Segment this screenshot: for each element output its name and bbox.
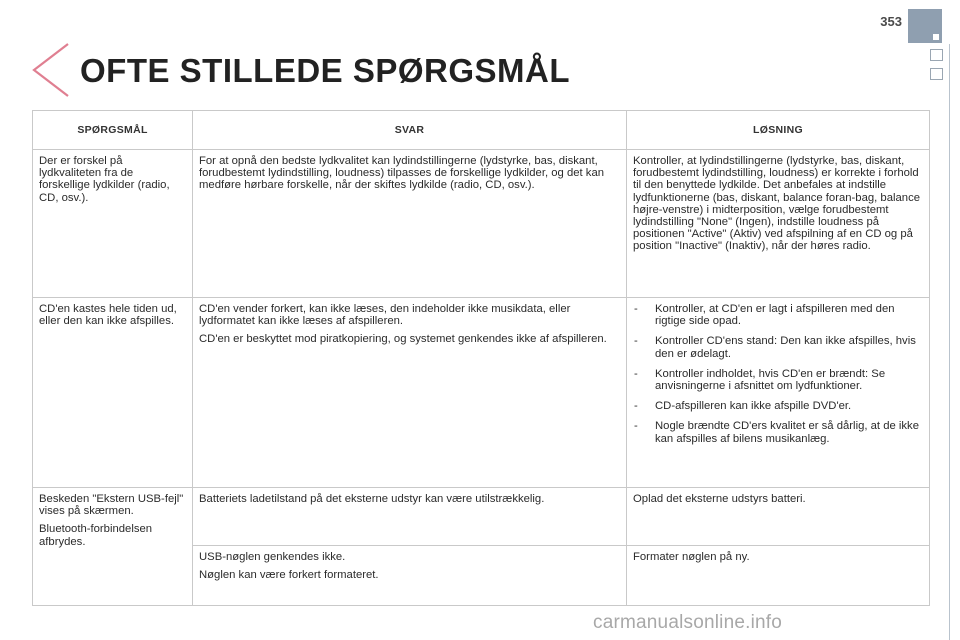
corner-tab	[908, 9, 942, 43]
header-answer: SVAR	[193, 111, 627, 150]
solution-text: Formater nøglen på ny.	[633, 551, 750, 563]
question-text: Der er forskel på lydkvaliteten fra de forskellige lydkilder (radio, CD, osv.).	[39, 155, 170, 204]
answer-cell	[193, 150, 627, 298]
answer-text: Nøglen kan være forkert formateret.	[199, 569, 379, 582]
side-box-1	[930, 49, 943, 61]
answer-cell	[193, 488, 627, 546]
solution-cell	[627, 488, 930, 546]
page-number: 353	[880, 14, 902, 29]
question-text: Beskeden "Ekstern USB-fejl" vises på skærmen.	[39, 493, 184, 518]
answer-text: CD'en vender forkert, kan ikke læses, den indeholder ikke musikdata, eller lydformatet kan ikke læses af afspilleren.	[199, 303, 571, 328]
page-title: OFTE STILLEDE SPØRGSMÅL	[80, 52, 571, 89]
list-item: - Kontroller indholdet, hvis CD'en er brændt: Se anvisningerne i afsnittet om lydfunktioner.	[634, 367, 886, 393]
solution-list	[633, 303, 923, 445]
answer-text: For at opnå den bedste lydkvalitet kan lydindstillingerne (lydstyrke, bas, diskant, forudbestemt lydindstilling, loudness) tilpasses de forskellige lydkilder, og det kan medføre hørbare forskelle, når der skiftes lydkilde (radio, CD, osv.).	[199, 155, 605, 192]
faq-table	[32, 110, 930, 606]
table-row	[33, 298, 930, 488]
solution-cell	[627, 298, 930, 488]
table-header-row	[33, 111, 930, 150]
table-row	[33, 150, 930, 298]
list-item: - Kontroller CD'ens stand: Den kan ikke afspilles, hvis den er ødelagt.	[634, 335, 916, 360]
side-box-2	[930, 68, 943, 80]
answer-text: CD'en er beskyttet mod piratkopiering, og systemet genkendes ikke af afspilleren.	[199, 333, 607, 346]
list-item: - CD-afspilleren kan ikke afspille DVD'er.	[634, 400, 852, 413]
question-cell	[33, 298, 193, 488]
solution-cell	[627, 150, 930, 298]
chevron-icon	[28, 40, 74, 100]
question-cell	[33, 150, 193, 298]
solution-text: Kontroller, at lydindstillingerne (lydstyrke, bas, diskant, forudbestemt lydindstilling, loudness) er korrekte i forhold til den benyttede lydkilde. Det anbefales at indstille lydfunktionerne (bas, diskant, balance foran-bag, balance højre-venstre) i midterposition, vælge forudbestemt lydindstilling "None" (Ingen), indstille loudness på positionen "Active" (Aktiv) ved afspilning af en CD og på position "Inactive" (Inaktiv), når der høres radio.	[633, 155, 921, 253]
corner-dot	[933, 34, 939, 40]
list-item: - Nogle brændte CD'ers kvalitet er så dårlig, at de ikke kan afspilles af bilens musikanlæg.	[634, 420, 919, 445]
solution-cell	[627, 546, 930, 606]
answer-text: USB-nøglen genkendes ikke.	[199, 551, 346, 563]
table-row	[33, 488, 930, 546]
side-line	[949, 44, 950, 640]
header-solution: LØSNING	[627, 111, 930, 150]
list-item: - Kontroller, at CD'en er lagt i afspilleren med den rigtige side opad.	[634, 303, 895, 328]
question-text: CD'en kastes hele tiden ud, eller den kan ikke afspilles.	[39, 303, 177, 328]
solution-text: Oplad det eksterne udstyrs batteri.	[633, 493, 806, 505]
header-question: SPØRGSMÅL	[33, 111, 193, 150]
question-text: Bluetooth-forbindelsen afbrydes.	[39, 523, 153, 548]
answer-cell	[193, 298, 627, 488]
answer-cell	[193, 546, 627, 606]
question-cell	[33, 488, 193, 606]
watermark: carmanualsonline.info	[593, 612, 783, 633]
answer-text: Batteriets ladetilstand på det eksterne udstyr kan være utilstrækkelig.	[199, 493, 545, 505]
